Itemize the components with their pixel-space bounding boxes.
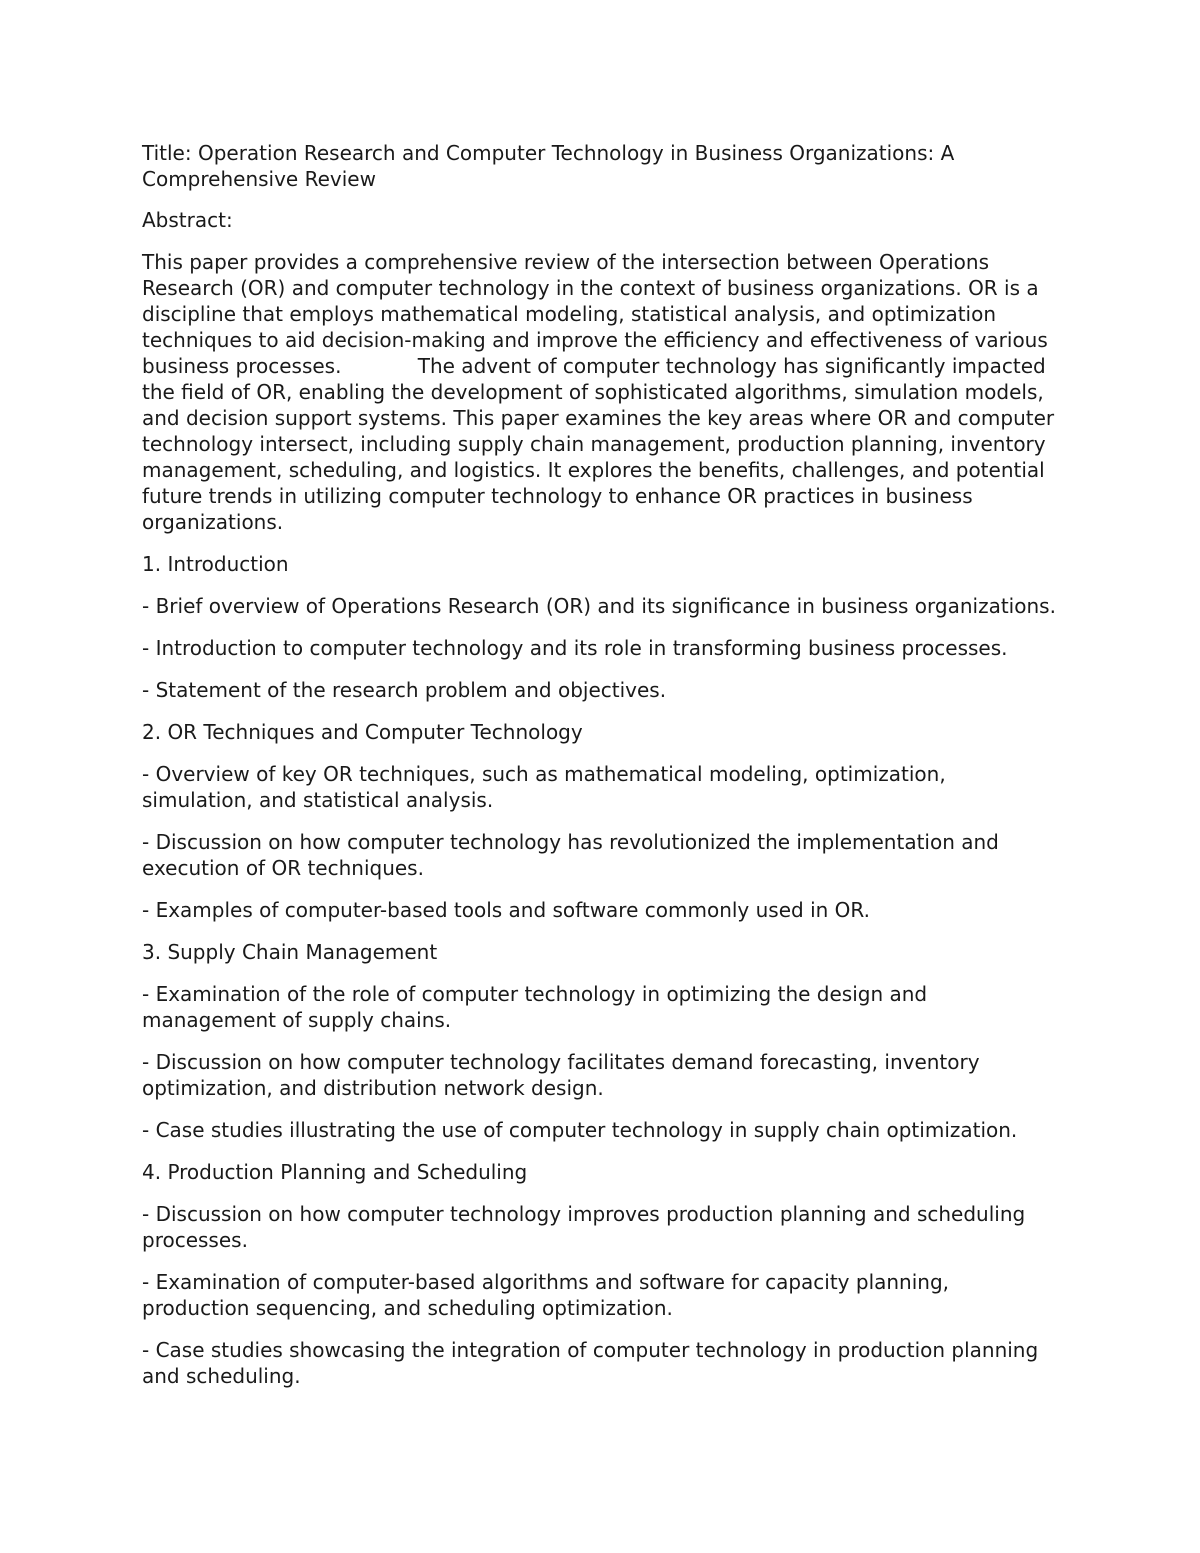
section-heading: 3. Supply Chain Management [142,940,438,964]
section-heading: 4. Production Planning and Scheduling [142,1160,528,1184]
section-3 [142,939,1062,1143]
section-item: - Brief overview of Operations Research (OR) and its significance in business organizations. [142,594,1056,618]
section-item: - Discussion on how computer technology improves production planning and scheduling processes. [142,1202,1032,1252]
section-item: - Discussion on how computer technology facilitates demand forecasting, inventory optimization, and distribution network design. [142,1050,986,1100]
section-item: - Examples of computer-based tools and software commonly used in OR. [142,898,870,922]
document-page [142,140,1062,1405]
section-4 [142,1159,1062,1389]
section-item: - Discussion on how computer technology has revolutionized the implementation and execution of OR techniques. [142,830,1006,880]
section-heading: 2. OR Techniques and Computer Technology [142,720,583,744]
section-item: - Case studies showcasing the integration of computer technology in production planning and scheduling. [142,1338,1045,1388]
section-item: - Statement of the research problem and objectives. [142,678,667,702]
section-item: - Case studies illustrating the use of computer technology in supply chain optimization. [142,1118,1018,1142]
abstract-heading: Abstract: [142,208,233,232]
section-2 [142,719,1062,923]
section-1 [142,551,1062,703]
document-title: Title: Operation Research and Computer Technology in Business Organizations: A Comprehensive Review [142,141,961,191]
section-item: - Examination of the role of computer technology in optimizing the design and management of supply chains. [142,982,934,1032]
section-item: - Introduction to computer technology and its role in transforming business processes. [142,636,1008,660]
section-item: - Examination of computer-based algorithms and software for capacity planning, production sequencing, and scheduling optimization. [142,1270,956,1320]
section-heading: 1. Introduction [142,552,289,576]
section-item: - Overview of key OR techniques, such as mathematical modeling, optimization, simulation, and statistical analysis. [142,762,953,812]
abstract-body: This paper provides a comprehensive review of the intersection between Operations Research (OR) and computer technology in the context of business organizations. OR is a discipline that employs mathematical modeling, statistical analysis, and optimization techniques to aid decision-making and improve the efficiency and effectiveness of various business processes. The advent of computer technology has significantly impacted the field of OR, enabling the development of sophisticated algorithms, simulation models, and decision support systems. This paper examines the key areas where OR and computer technology intersect, including supply chain management, production planning, inventory management, scheduling, and logistics. It explores the benefits, challenges, and potential future trends in utilizing computer technology to enhance OR practices in business organizations. [142,250,1061,534]
